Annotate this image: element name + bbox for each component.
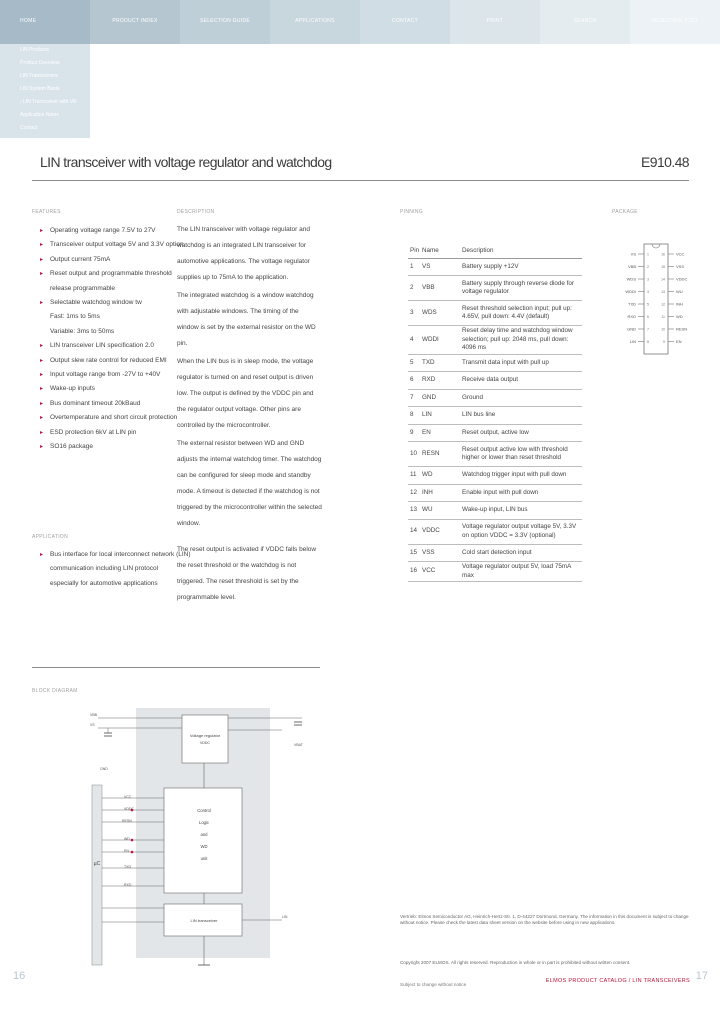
nav-tab-home[interactable]: HOME <box>0 0 90 44</box>
table-cell: Receive data output <box>460 372 582 390</box>
package-pin-number: 3 <box>647 277 649 282</box>
table-cell: 1 <box>408 258 420 276</box>
list-item: ▸ Output slew rate control for reduced EMI <box>40 354 166 368</box>
table-cell: 6 <box>408 372 420 390</box>
package-pin-number: 15 <box>661 265 665 269</box>
package-pin-number: 6 <box>647 315 649 319</box>
package-pin-number: 9 <box>663 340 665 344</box>
logic-label: Control <box>197 808 211 813</box>
table-row <box>408 544 582 562</box>
table-row <box>408 301 582 326</box>
table-cell: 14 <box>408 519 420 544</box>
nav-tab-print[interactable]: PRINT <box>450 0 540 44</box>
logic-label: unit <box>200 856 208 861</box>
table-cell: EN <box>420 424 460 442</box>
table-cell: 16 <box>408 562 420 582</box>
arrow-bullet-icon: ▸ <box>40 372 44 379</box>
table-cell: 2 <box>408 276 420 301</box>
table-cell: TXD <box>420 354 460 372</box>
package-pin-label: WDS <box>626 276 636 282</box>
table-cell: WDDI <box>420 326 460 355</box>
table-cell: Reset output active low with threshold higher or lower than reset threshold <box>460 442 582 467</box>
package-pin-label: EN <box>676 339 682 344</box>
sub-nav-item[interactable]: Product Overview <box>20 60 60 66</box>
table-cell: Battery supply +12V <box>460 258 582 276</box>
table-cell: RESN <box>420 442 460 467</box>
block-diagram-heading: BLOCK DIAGRAM <box>32 688 78 694</box>
sub-nav-item[interactable]: LIN Products <box>20 47 49 53</box>
package-pin-label: VCC <box>676 251 685 257</box>
section-divider <box>32 667 320 668</box>
table-cell: 10 <box>408 442 420 467</box>
package-pin-label: WDDI <box>625 289 636 294</box>
package-pin-label: INH <box>676 301 683 307</box>
arrow-bullet-icon: ▸ <box>40 357 44 364</box>
list-item: communication including LIN protocol <box>50 565 159 573</box>
table-cell: Reset delay time and watchdog window selection; pull up: 2048 ms, pull down: 4096 ms <box>460 326 582 355</box>
package-body <box>644 244 668 354</box>
list-item: ▸ Overtemperature and short circuit protection <box>40 411 166 425</box>
package-pin-number: 13 <box>661 290 665 294</box>
list-item: ▸ Operating voltage range 7.5V to 27V <box>40 224 166 238</box>
table-cell: 11 <box>408 467 420 485</box>
package-pin-number: 12 <box>661 302 665 307</box>
table-cell: 15 <box>408 544 420 562</box>
pin-tag: VDDC <box>124 807 134 811</box>
package-pin-label: GND <box>627 326 636 332</box>
table-row <box>408 442 582 467</box>
accent-dot <box>131 839 134 842</box>
subtle-note: Subject to change without notice <box>400 982 467 987</box>
arrow-bullet-icon: ▸ <box>40 552 44 558</box>
list-item: especially for automotive applications <box>50 579 158 587</box>
list-item: ▸ Wake-up inputs <box>40 382 166 396</box>
features-list <box>40 224 184 455</box>
arrow-bullet-icon: ▸ <box>40 386 44 393</box>
table-cell: 9 <box>408 424 420 442</box>
list-item: ▸ Bus interface for local interconnect network (LIN) <box>40 548 166 562</box>
desc-col-header: Description <box>460 244 582 258</box>
pinning-heading: PINNING <box>400 209 423 215</box>
features-heading: FEATURES <box>32 209 61 215</box>
table-cell: Voltage regulator output 5V, load 75mA max <box>460 562 582 582</box>
pin-table <box>408 244 582 582</box>
package-pin-number: 4 <box>647 290 649 294</box>
description-paragraph: The reset output is activated if VDDC falls below the reset threshold or the watchdog is not triggered. The reset threshold is set by the programmable level. <box>177 546 317 601</box>
application-list <box>40 548 191 591</box>
table-cell: 13 <box>408 502 420 520</box>
description-paragraph: The LIN transceiver with voltage regulator and watchdog is an integrated LIN transceiver for automotive applications. The voltage regulator supplies up to 75mA to the application. <box>177 226 310 281</box>
package-heading: PACKAGE <box>612 209 638 215</box>
arrow-bullet-icon: ▸ <box>40 256 44 263</box>
list-item: ▸ Transceiver output voltage 5V and 3.3V option <box>40 238 166 252</box>
arrow-bullet-icon: ▸ <box>40 429 44 436</box>
package-drawing <box>622 244 692 354</box>
page-number-left: 16 <box>13 970 26 982</box>
package-pin-number: 10 <box>661 327 665 332</box>
table-row <box>408 389 582 407</box>
package-pin-label: VSS <box>676 264 685 269</box>
table-cell: 5 <box>408 354 420 372</box>
list-item: Fast: 1ms to 5ms <box>50 313 100 321</box>
table-row <box>408 484 582 502</box>
package-pin-label: RESN <box>676 326 688 332</box>
description-paragraph: The integrated watchdog is a window watchdog with adjustable windows. The timing of the window is set by the external resistor on the WD pin. <box>177 292 316 347</box>
table-cell: LIN <box>420 407 460 425</box>
pin-tag: RXD <box>124 883 132 887</box>
table-row <box>408 502 582 520</box>
sub-navigation <box>0 44 90 138</box>
table-cell: 12 <box>408 484 420 502</box>
block-diagram <box>32 700 332 970</box>
copyright: Copyright 2007 ELMOS. All rights reserved. Reproduction in whole or in part is prohibited without written consent. <box>400 960 631 965</box>
list-item: ▸ Selectable watchdog window tw <box>40 296 166 310</box>
list-item: ▸ SO16 package <box>40 440 166 454</box>
logic-label: Logic <box>198 820 210 825</box>
sub-nav-item[interactable]: Contact <box>20 125 38 131</box>
table-cell: RXD <box>420 372 460 390</box>
list-item: ▸ LIN transceiver LIN specification 2.0 <box>40 339 166 353</box>
table-cell: Cold start detection input <box>460 544 582 562</box>
page-number-right: 17 <box>695 970 708 982</box>
pin-tag: VS <box>90 723 95 727</box>
description-text <box>177 222 322 608</box>
list-item: ▸ Reset output and programmable threshold <box>40 267 166 281</box>
pin-tag: LIN <box>282 915 288 919</box>
page-title: LIN transceiver with voltage regulator and watchdog <box>40 154 332 170</box>
package-pin-label: VS <box>630 251 636 257</box>
pin-tag: TXD <box>124 865 131 869</box>
lin-label: LIN transceiver <box>190 918 218 923</box>
footnote: Vertrieb: Elmos Semiconductor AG, Heinrich-Hertz-Str. 1, D-44227 Dortmund, Germany. The information in this document is subject to change without notice. Please check the latest data sheet version on the website before using in new applications. <box>400 914 689 926</box>
sub-nav-item[interactable]: LIN Transceivers <box>20 73 58 79</box>
table-row <box>408 519 582 544</box>
list-item: ▸ ESD protection 6kV at LIN pin <box>40 426 166 440</box>
table-row <box>408 407 582 425</box>
sub-nav-item[interactable]: Application Notes <box>20 112 59 118</box>
table-cell: WD <box>420 467 460 485</box>
table-cell: INH <box>420 484 460 502</box>
package-pin-label: WU <box>676 289 683 294</box>
mcu-label: µC <box>93 861 101 867</box>
nav-tab-selection-guide[interactable]: SELECTION GUIDE <box>180 0 270 44</box>
pin-col-header: Pin <box>408 244 420 258</box>
table-cell: WU <box>420 502 460 520</box>
top-navigation <box>0 0 720 44</box>
part-number: E910.48 <box>641 154 689 170</box>
logic-label: and <box>200 832 208 837</box>
table-cell: Wake-up input, LIN bus <box>460 502 582 520</box>
table-row <box>408 372 582 390</box>
table-cell: Watchdog trigger input with pull down <box>460 467 582 485</box>
package-pin-number: 11 <box>661 315 665 319</box>
table-cell: VSS <box>420 544 460 562</box>
sub-nav-item[interactable]: LIN System Basis <box>20 86 60 92</box>
table-row <box>408 326 582 355</box>
pin-tag: VCC <box>124 795 132 799</box>
pin-table-header <box>408 244 582 258</box>
table-row <box>408 354 582 372</box>
table-cell: Ground <box>460 389 582 407</box>
package-pin-number: 1 <box>647 252 649 257</box>
arrow-bullet-icon: ▸ <box>40 300 44 307</box>
table-cell: Reset output, active low <box>460 424 582 442</box>
package-pin-number: 7 <box>647 327 649 332</box>
regulator-label: Voltage regulator <box>189 733 221 738</box>
regulator-sublabel: VDDC <box>200 741 210 745</box>
name-col-header: Name <box>420 244 460 258</box>
table-cell: VCC <box>420 562 460 582</box>
table-cell: LIN bus line <box>460 407 582 425</box>
arrow-bullet-icon: ▸ <box>40 228 44 234</box>
pin-tag: EN <box>124 849 129 853</box>
mcu-block <box>92 785 102 965</box>
table-cell: Reset threshold selection input; pull up: 4.65V, pull down: 4.4V (default) <box>460 301 582 326</box>
table-row <box>408 424 582 442</box>
description-paragraph: When the LIN bus is in sleep mode, the voltage regulator is turned on and reset output is driven low. The output is defined by the VDDC pin and the regulator output voltage. Other pins are controlled by the microcontroller. <box>177 358 314 429</box>
nav-tab-applications[interactable]: APPLICATIONS <box>270 0 360 44</box>
arrow-bullet-icon: ▸ <box>40 271 44 278</box>
arrow-bullet-icon: ▸ <box>40 415 44 422</box>
nav-tab-product-index[interactable]: PRODUCT INDEX <box>90 0 180 44</box>
list-item: Variable: 3ms to 50ms <box>50 327 115 335</box>
arrow-bullet-icon: ▸ <box>40 444 44 451</box>
description-paragraph: The external resistor between WD and GND adjusts the internal watchdog timer. The watchdog can be configured for sleep mode and standby mode. A timeout is detected if the watchdog is not triggered by the microcontroller within the selected window. <box>177 440 322 527</box>
list-item: release programmable <box>50 284 116 292</box>
title-row <box>32 154 689 181</box>
nav-tab-contact[interactable]: CONTACT <box>360 0 450 44</box>
list-item: ▸ Output current 75mA <box>40 253 166 267</box>
package-pin-label: RXD <box>627 314 636 319</box>
arrow-bullet-icon: ▸ <box>40 242 44 249</box>
table-cell: Transmit data input with pull up <box>460 354 582 372</box>
package-pin-label: VDDC <box>676 276 688 282</box>
package-pin-label: TXD <box>628 301 636 307</box>
package-pin-number: 5 <box>647 302 649 307</box>
table-cell: Battery supply through reverse diode for voltage regulator <box>460 276 582 301</box>
pin-tag: RESN <box>122 819 132 823</box>
accent-dot <box>131 851 134 854</box>
application-heading: APPLICATION <box>32 534 68 540</box>
logic-block <box>164 788 242 893</box>
table-row <box>408 258 582 276</box>
pin-tag: VBAT <box>294 743 303 747</box>
arrow-bullet-icon: ▸ <box>40 343 44 350</box>
table-cell: 7 <box>408 389 420 407</box>
pin-tag: WD <box>124 837 130 841</box>
table-cell: VS <box>420 258 460 276</box>
package-pin-number: 14 <box>661 277 665 282</box>
package-pin-number: 16 <box>661 252 665 257</box>
pin-tag: GND <box>100 767 108 771</box>
regulator-block <box>182 715 228 763</box>
package-pin-label: LIN <box>629 339 636 344</box>
table-cell: VDDC <box>420 519 460 544</box>
package-pin-number: 8 <box>647 340 649 344</box>
package-pin-number: 2 <box>647 265 649 269</box>
table-row <box>408 562 582 582</box>
arrow-bullet-icon: ▸ <box>40 400 44 407</box>
package-notch <box>652 244 660 248</box>
description-heading: DESCRIPTION <box>177 209 215 215</box>
table-cell: Voltage regulator output voltage 5V, 3.3V on option VDDC = 3.3V (optional) <box>460 519 582 544</box>
list-item: ▸ Bus dominant timeout 20kBaud <box>40 397 166 411</box>
table-cell: Enable input with pull down <box>460 484 582 502</box>
package-pin-label: VBB <box>627 264 636 269</box>
table-cell: 4 <box>408 326 420 355</box>
logic-label: WD <box>200 844 208 849</box>
table-cell: 8 <box>408 407 420 425</box>
sub-nav-item[interactable]: › LIN Transceiver with VR <box>20 99 77 105</box>
table-row <box>408 467 582 485</box>
list-item: ▸ Input voltage range from -27V to +40V <box>40 368 166 382</box>
footer-brand: ELMOS PRODUCT CATALOG / LIN TRANSCEIVERS <box>545 978 690 984</box>
package-pin-label: WD <box>676 314 683 319</box>
table-cell: VBB <box>420 276 460 301</box>
nav-tab-search[interactable]: SEARCH <box>540 0 630 44</box>
nav-tab-selection-tool[interactable]: SELECTION TOOL <box>630 0 720 44</box>
table-cell: GND <box>420 389 460 407</box>
table-cell: WDS <box>420 301 460 326</box>
table-row <box>408 276 582 301</box>
table-cell: 3 <box>408 301 420 326</box>
pin-tag: VBB <box>90 713 98 717</box>
